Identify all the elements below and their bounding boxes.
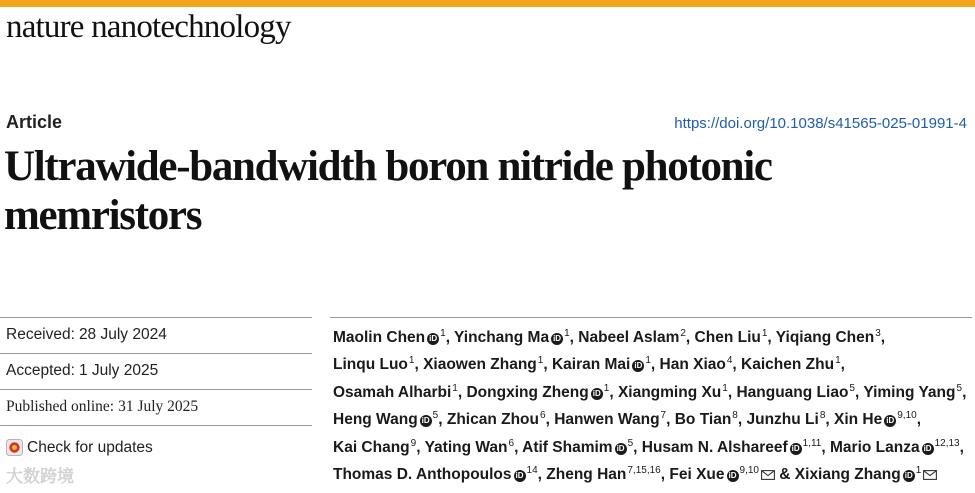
article-type: Article xyxy=(6,112,63,132)
author-name[interactable] xyxy=(834,411,917,428)
author-name[interactable] xyxy=(618,384,728,401)
orcid-icon[interactable]: iD xyxy=(634,361,643,371)
author-name[interactable] xyxy=(466,384,609,401)
orcid-icon[interactable]: iD xyxy=(923,443,932,453)
author-list: Maolin Chen iD $^1$, Yinchang Ma iD $^1$, Nabeel Aslam$^2$, Chen Liu$^1$, Yiqiang Chen$^3$, Linqu Luo$^1$, Xiaowen Zhang$^1$, Kairan Mai iD $^1$, Han Xiao$^4$, Kaichen Zhu$^1$, Osamah Alharbi$^1$, Dongxing Zheng iD $^1$, Xiangming Xu$^1$, Hanguang Liao$^5$, Yiming Yang$^5$, Heng Wang iD $^5$, Zhican Zhou$^6$, Hanwen Wang$^7$, Bo Tian$^8$, Junzhu Li$^8$, Xin He iD $^{9,10}$, Kai Chang$^9$, Yating Wan$^6$, Atif Shamim iD $^5$, Husam N. Alshareef iD $^{1,11}$, Mario Lanza iD $^{12,13}$, Thomas D. Anthopoulos iD $^{14}$, Zheng Han$^{7,15,16}$, Fei Xue iD $^{9,10}$ & Xixiang Zhang iD $^1$ xyxy=(333,328,967,484)
affiliation-number: 12,13 xyxy=(934,437,960,449)
author-label: Junzhu Li xyxy=(746,411,819,429)
orcid-icon[interactable]: iD xyxy=(728,471,737,481)
author-label: Hanguang Liao xyxy=(736,383,849,401)
author-label: Zheng Han xyxy=(546,466,627,484)
mail-icon[interactable] xyxy=(761,470,775,480)
author-label: Nabeel Aslam xyxy=(578,329,680,346)
author-name[interactable] xyxy=(333,466,538,483)
orcid-icon[interactable]: iD xyxy=(791,443,800,453)
affiliation-number: 1 xyxy=(564,328,570,339)
received-row xyxy=(0,317,312,353)
author-name[interactable] xyxy=(795,466,938,483)
author-label: Yating Wan xyxy=(424,438,508,456)
author-name[interactable] xyxy=(447,411,546,428)
author-label: Chen Liu xyxy=(694,329,761,346)
affiliation-number: 9,10 xyxy=(897,410,917,422)
check-updates-button[interactable] xyxy=(0,425,312,461)
author-label: Yinchang Ma xyxy=(454,329,550,346)
author-label: Dongxing Zheng xyxy=(466,383,589,401)
watermark: 大数跨境 xyxy=(6,467,74,486)
affiliation-number: 7 xyxy=(660,410,667,422)
author-label: Yiqiang Chen xyxy=(775,329,875,346)
affiliation-number: 8 xyxy=(819,410,826,422)
affiliation-number: 1 xyxy=(408,355,415,367)
affiliation-number: 8 xyxy=(732,410,738,422)
affiliation-number: 5 xyxy=(627,437,634,449)
affiliation-number: 5 xyxy=(956,382,963,394)
journal-accent-bar xyxy=(0,0,975,7)
orcid-icon[interactable]: iD xyxy=(904,471,913,481)
author-label: Osamah Alharbi xyxy=(333,383,452,401)
published-label: Published online: xyxy=(6,398,115,415)
orcid-icon[interactable]: iD xyxy=(515,471,524,481)
author-label: Atif Shamim xyxy=(522,438,613,456)
author-name[interactable] xyxy=(423,356,543,373)
author-list-container xyxy=(330,317,972,486)
accepted-row xyxy=(0,353,312,389)
publication-dates xyxy=(0,317,312,461)
affiliation-number: 1 xyxy=(761,328,768,339)
orcid-icon[interactable]: iD xyxy=(429,334,438,343)
affiliation-number: 1 xyxy=(603,382,610,394)
accepted-label: Accepted: xyxy=(6,362,75,379)
author-name[interactable] xyxy=(736,384,855,401)
affiliation-number: 3 xyxy=(875,328,881,339)
affiliation-number: 1 xyxy=(645,355,651,367)
author-name[interactable] xyxy=(669,466,775,483)
affiliation-number: 6 xyxy=(540,410,546,422)
author-name[interactable] xyxy=(863,384,962,401)
check-updates-label: Check for updates xyxy=(27,438,153,456)
orcid-icon[interactable]: iD xyxy=(421,416,430,426)
author-label: Hanwen Wang xyxy=(554,411,660,429)
author-label: Bo Tian xyxy=(674,411,732,429)
author-name[interactable] xyxy=(695,329,768,346)
affiliation-number: 2 xyxy=(680,328,686,339)
affiliation-number: 1 xyxy=(440,328,446,339)
affiliation-number: 1 xyxy=(722,382,728,394)
author-label: Fei Xue xyxy=(669,466,725,484)
author-name[interactable] xyxy=(554,411,666,428)
affiliation-number: 5 xyxy=(432,410,439,422)
author-label: Kaichen Zhu xyxy=(741,356,835,374)
author-label: Mario Lanza xyxy=(830,438,920,456)
author-label: Linqu Luo xyxy=(333,356,408,374)
affiliation-number: 9,10 xyxy=(739,465,759,477)
received-label: Received: xyxy=(6,326,75,343)
affiliation-number: 1 xyxy=(835,355,841,367)
check-updates-icon xyxy=(6,439,23,456)
orcid-icon[interactable]: iD xyxy=(616,443,625,453)
published-date: 31 July 2025 xyxy=(118,398,199,415)
author-name[interactable] xyxy=(333,384,458,401)
author-name[interactable] xyxy=(675,411,738,428)
author-name[interactable] xyxy=(333,329,446,346)
mail-icon[interactable] xyxy=(923,470,937,480)
author-label: Heng Wang xyxy=(333,411,418,429)
accepted-date: 1 July 2025 xyxy=(78,362,159,379)
affiliation-number: 14 xyxy=(526,465,538,477)
author-label: Maolin Chen xyxy=(333,329,426,346)
author-name[interactable] xyxy=(454,329,570,346)
affiliation-number: 1,11 xyxy=(802,437,822,449)
orcid-icon[interactable]: iD xyxy=(886,416,895,426)
author-name[interactable] xyxy=(522,439,633,456)
author-label: Xiaowen Zhang xyxy=(423,356,537,374)
author-label: Xiangming Xu xyxy=(617,383,722,401)
author-name[interactable] xyxy=(578,329,686,346)
author-label: Xixiang Zhang xyxy=(794,466,901,484)
author-name[interactable] xyxy=(333,411,438,428)
doi-link[interactable]: https://doi.org/10.1038/s41565-025-01991-4 xyxy=(674,115,967,132)
published-row xyxy=(0,389,312,425)
author-label: Xin He xyxy=(834,411,883,429)
author-name[interactable] xyxy=(552,356,651,373)
affiliation-number: 1 xyxy=(537,355,544,367)
author-label: Kai Chang xyxy=(333,438,410,456)
affiliation-number: 6 xyxy=(508,437,515,449)
journal-name[interactable]: nature nanotechnology xyxy=(6,9,291,45)
author-label: Han Xiao xyxy=(659,356,726,374)
author-name[interactable] xyxy=(776,329,881,346)
received-date: 28 July 2024 xyxy=(78,326,167,343)
affiliation-number: 7,15,16 xyxy=(627,465,661,477)
affiliation-number: 5 xyxy=(849,382,855,394)
article-title: Ultrawide-bandwidth boron nitride photonic memristors xyxy=(4,143,772,239)
author-label: Yiming Yang xyxy=(863,383,956,401)
author-name[interactable] xyxy=(746,411,825,428)
author-label: Thomas D. Anthopoulos xyxy=(333,466,512,484)
author-name[interactable] xyxy=(546,466,660,483)
affiliation-number: 9 xyxy=(410,437,417,449)
orcid-icon[interactable]: iD xyxy=(592,388,601,398)
author-label: Husam N. Alshareef xyxy=(641,438,788,456)
orcid-icon[interactable]: iD xyxy=(553,334,562,343)
author-label: Zhican Zhou xyxy=(446,411,539,429)
author-name[interactable] xyxy=(642,439,822,456)
author-name[interactable] xyxy=(660,356,733,373)
author-name[interactable] xyxy=(333,356,414,373)
author-name[interactable] xyxy=(830,439,960,456)
author-name[interactable] xyxy=(425,439,515,456)
author-label: Kairan Mai xyxy=(551,356,631,374)
author-name[interactable] xyxy=(741,356,841,373)
affiliation-number: 1 xyxy=(452,382,458,394)
affiliation-number: 4 xyxy=(726,355,733,367)
affiliation-number: 1 xyxy=(915,465,922,477)
author-name[interactable] xyxy=(333,439,416,456)
